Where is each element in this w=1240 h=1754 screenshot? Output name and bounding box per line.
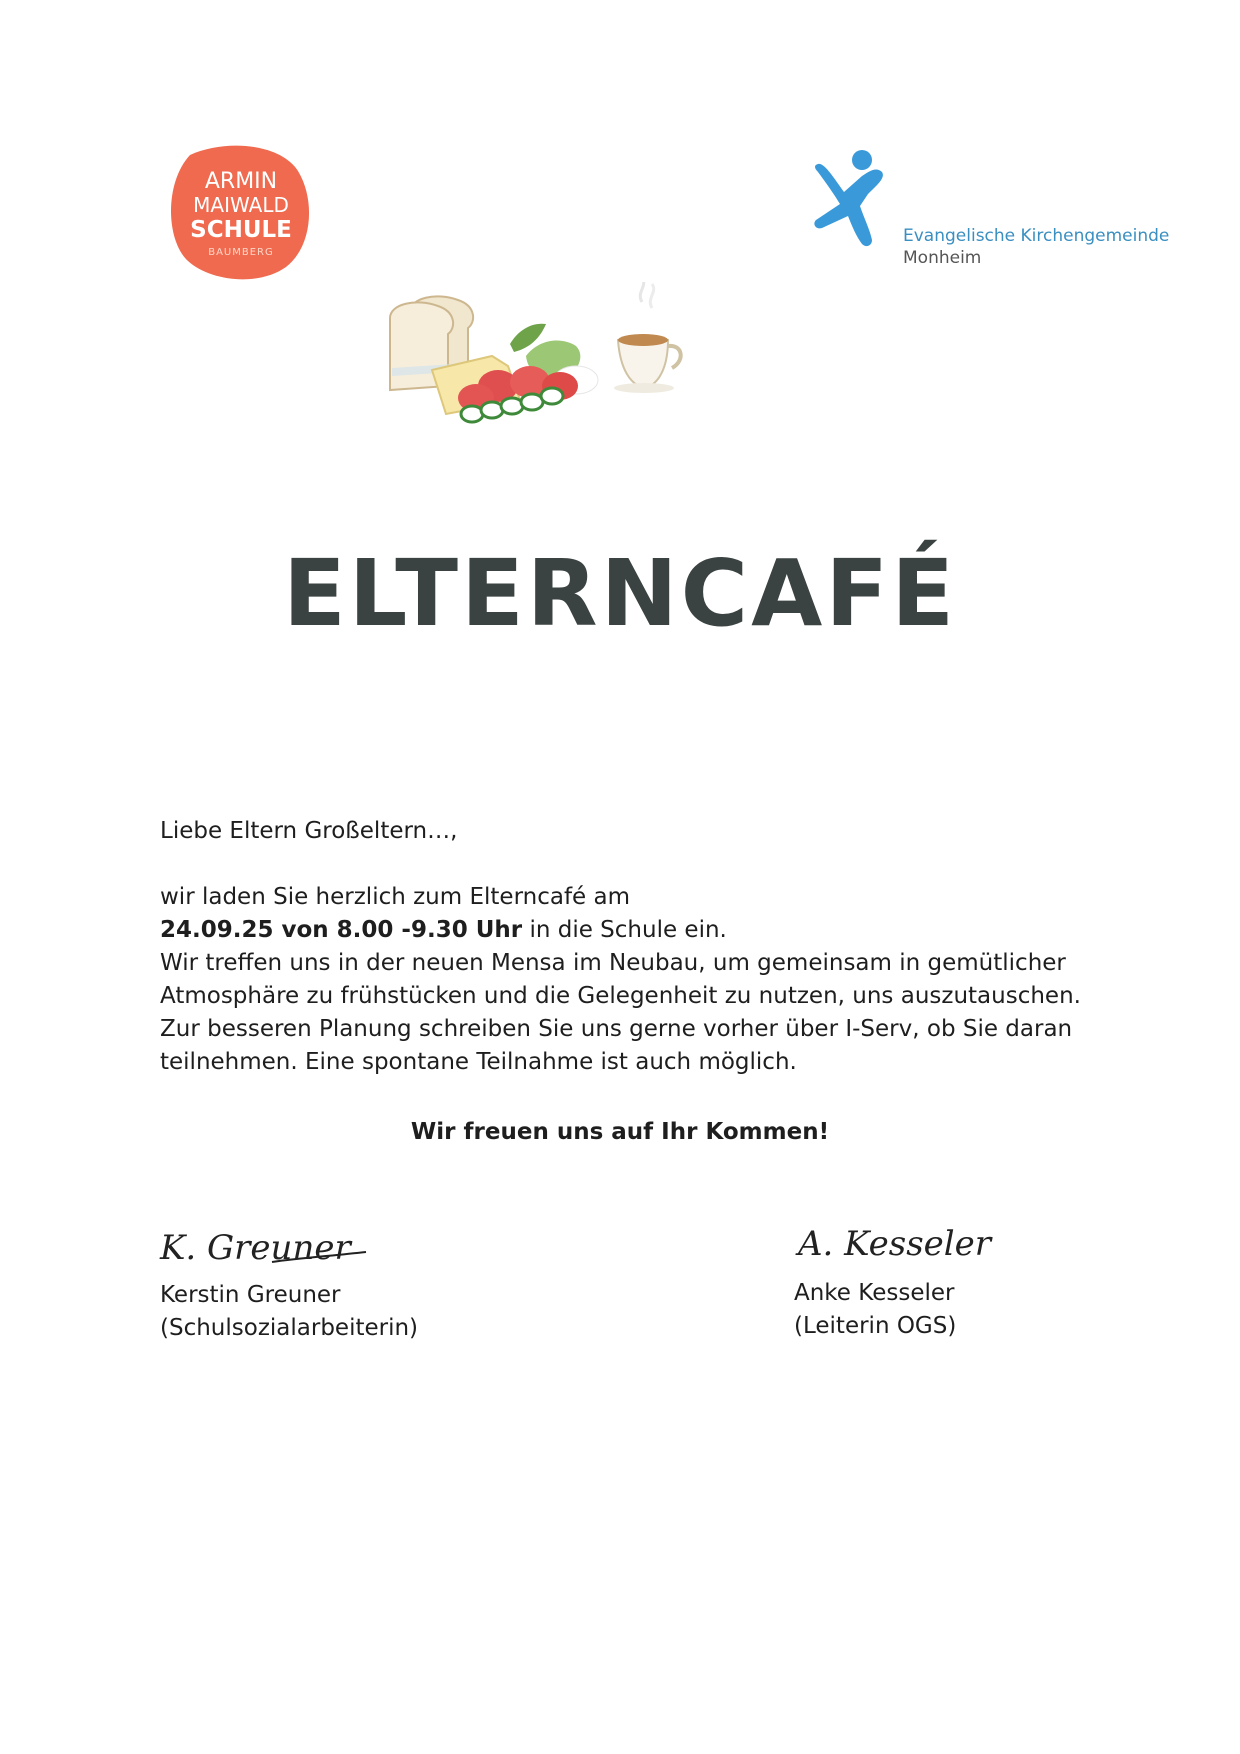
closing-line: Wir freuen uns auf Ihr Kommen! [410,1119,830,1145]
signature-right-handwritten: A. Kesseler [798,1224,992,1264]
school-logo-line2: MAIWALD [193,193,289,217]
signature-left-role: (Schulsozialarbeiterin) [160,1315,419,1341]
signature-left-name: Kerstin Greuner [160,1282,341,1308]
letter-line-2 [160,917,727,943]
event-date-time: 24.09.25 von 8.00 -9.30 Uhr [160,917,523,943]
headline: ELTERNCAFÉ [282,540,958,647]
school-logo-line3: SCHULE [190,217,292,243]
school-logo [170,143,312,281]
signature-right-role: (Leiterin OGS) [794,1313,957,1339]
church-logo-figure [810,148,900,248]
letter-line-3: Wir treffen uns in der neuen Mensa im Neubau, um gemeinsam in gemütlicher [160,950,1066,976]
letter-line-5: Zur besseren Planung schreiben Sie uns gerne vorher über I-Serv, ob Sie daran [160,1016,1073,1042]
church-city: Monheim [903,248,982,268]
school-logo-line1: ARMIN [204,169,278,194]
letter-line-2-rest: in die Schule ein. [522,917,727,943]
letter-line-4: Atmosphäre zu frühstücken und die Gelegenheit zu nutzen, uns auszutauschen. [160,983,1081,1009]
signature-left-handwritten: K. Greuner [160,1228,351,1268]
breakfast-icon [380,282,720,462]
letter-line-6: teilnehmen. Eine spontane Teilnahme ist auch möglich. [160,1049,797,1075]
breakfast-illustration [380,282,720,462]
signature-left-underline [270,1248,370,1268]
letter-line-1: wir laden Sie herzlich zum Elterncafé am [160,884,630,910]
greeting: Liebe Eltern Großeltern…, [160,818,458,844]
signature-right-name: Anke Kesseler [794,1280,955,1306]
church-name: Evangelische Kirchengemeinde [903,226,1170,246]
school-logo-line4: BAUMBERG [208,247,274,258]
person-figure-icon [810,148,900,248]
